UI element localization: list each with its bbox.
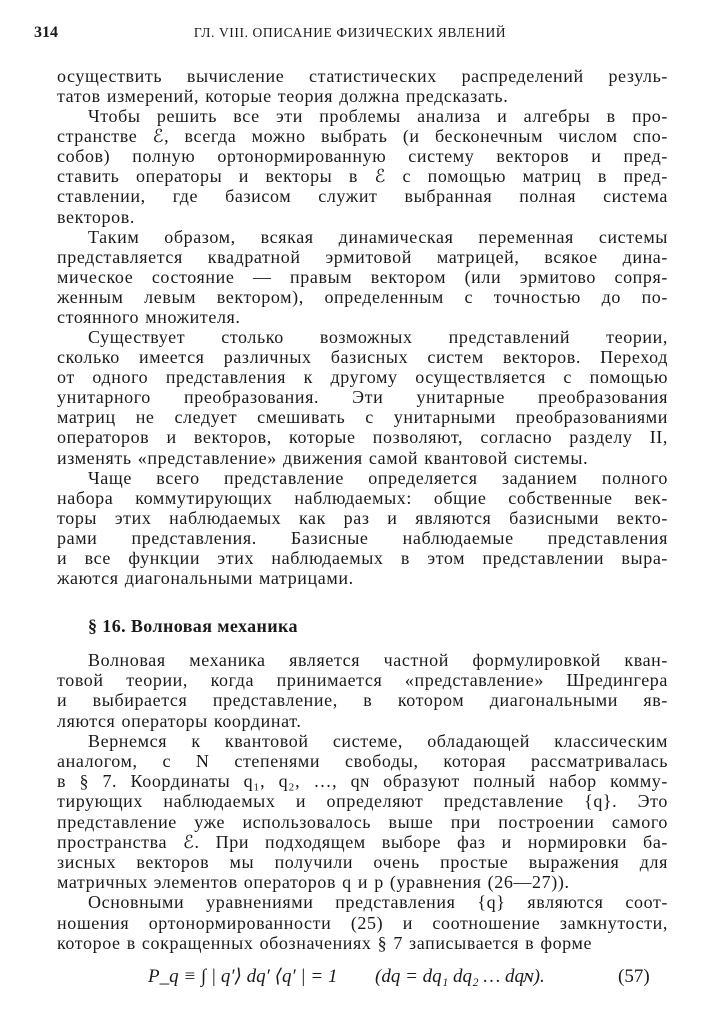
- text-line: пространства ℰ. При подходящем выборе фаз и нормировки ба-: [57, 831, 668, 852]
- equation-expression: P_q ≡ ∫ | q′⟩ dq′ ⟨q′ | = 1: [148, 966, 338, 987]
- text-line: женным левым вектором), определенным с точностью до по-: [57, 286, 668, 307]
- text-line: торы этих наблюдаемых как раз и являются базисными векто-: [57, 507, 668, 528]
- text-line: Волновая механика является частной формулировкой кван-: [88, 650, 668, 670]
- text-line: векторов.: [57, 206, 135, 227]
- text-line: в § 7. Координаты q₁, q₂, …, qɴ образуют полный набор комму-: [57, 771, 668, 792]
- text-line: ставить операторы и векторы в ℰ с помощью матриц в пред-: [57, 166, 668, 187]
- text-line: Основными уравнениями представления {q} являются соот-: [88, 892, 668, 913]
- page-number: 314: [34, 24, 58, 41]
- text-line: собов) полную ортонормированную систему векторов и пред-: [57, 146, 668, 167]
- text-line: Таким образом, всякая динамическая переменная системы: [88, 226, 668, 247]
- text-line: матриц не следует смешивать с унитарными преобразованиями: [57, 407, 668, 428]
- equation-number: (57): [618, 966, 650, 987]
- text-line: Чаще всего представление определяется заданием полного: [88, 467, 668, 488]
- text-line: рами представления. Базисные наблюдаемые представления: [57, 527, 668, 548]
- text-line: зисных векторов мы получили очень простые выражения для: [57, 852, 668, 872]
- text-line: жаются диагональными матрицами.: [57, 568, 354, 588]
- text-line: и выбирается представление, в котором диагональными яв-: [57, 690, 668, 711]
- text-line: ставлении, где базисом служит выбранная полная система: [57, 186, 668, 207]
- text-line: и все функции этих наблюдаемых в этом представлении выра-: [57, 547, 668, 568]
- text-line: мическое состояние — правым вектором (или эрмитово сопря-: [57, 266, 668, 287]
- text-line: аналогом, с N степенями свободы, которая рассматривалась: [57, 751, 668, 771]
- equation-definition: (dq = dq₁ dq₂ … dqɴ).: [375, 966, 545, 987]
- text-line: ляются операторы координат.: [57, 710, 302, 731]
- text-line: Чтобы решить все эти проблемы анализа и алгебры в про-: [88, 106, 668, 127]
- text-line: унитарного преобразования. Эти унитарные преобразования: [57, 387, 668, 408]
- text-line: странстве ℰ, всегда можно выбрать (и бесконечным числом спо-: [57, 126, 668, 147]
- text-line: изменять «представление» движения самой квантовой системы.: [57, 447, 589, 468]
- running-title: ГЛ. VIII. ОПИСАНИЕ ФИЗИЧЕСКИХ ЯВЛЕНИЙ: [193, 25, 507, 40]
- text-line: татов измерений, которые теория должна предсказать.: [57, 86, 509, 107]
- text-line: матричных элементов операторов q и p (уравнения (26—27)).: [57, 872, 570, 893]
- text-line: которое в сокращенных обозначениях § 7 записывается в форме: [57, 932, 593, 953]
- text-line: ношения ортонормированности (25) и соотношение замкнутости,: [57, 912, 668, 933]
- text-line: представление уже использовалось выше при построении самого: [57, 811, 668, 832]
- text-line: товой теории, когда принимается «представление» Шредингера: [57, 670, 668, 691]
- text-line: операторов и векторов, которые позволяют, согласно разделу II,: [57, 427, 668, 448]
- text-line: стоянного множителя.: [57, 306, 241, 327]
- section-heading: § 16. Волновая механика: [88, 616, 298, 636]
- text-line: Существует столько возможных представлений теории,: [88, 327, 668, 348]
- text-line: Вернемся к квантовой системе, обладающей классическим: [88, 730, 668, 751]
- text-line: сколько имеется различных базисных систем векторов. Переход: [57, 347, 668, 368]
- text-line: представляется квадратной эрмитовой матрицей, всякое дина-: [57, 246, 668, 267]
- text-line: осуществить вычисление статистических распределений резуль-: [57, 66, 668, 86]
- text-line: набора коммутирующих наблюдаемых: общие собственные век-: [57, 487, 668, 508]
- text-line: от одного представления к другому осуществляется с помощью: [57, 367, 668, 388]
- text-line: тирующих наблюдаемых и определяют представление {q}. Это: [57, 791, 668, 812]
